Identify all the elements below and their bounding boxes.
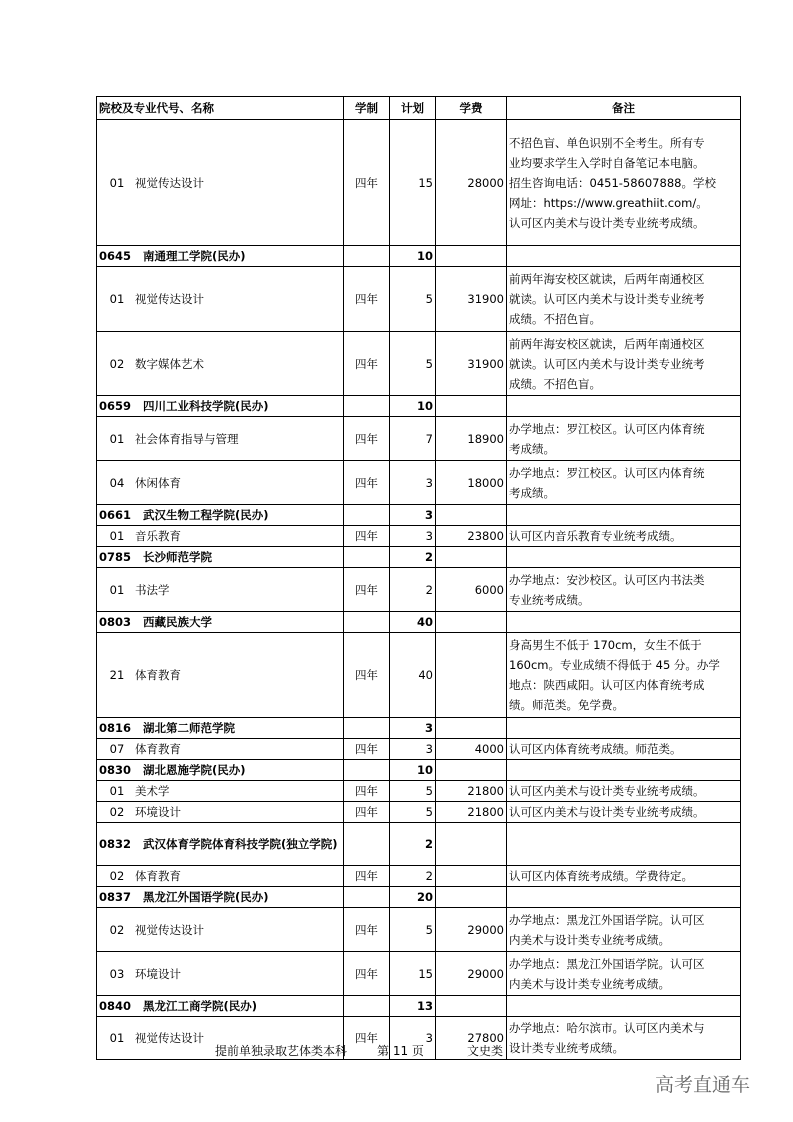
major-row [97,952,741,996]
school-duration-cell [344,718,390,739]
major-fee [436,633,507,718]
major-fee: 31900 [436,332,507,396]
school-note-cell [507,823,741,866]
major-duration: 四年 [344,267,390,332]
school-name-cell [97,996,344,1017]
major-name: 体育教育 [135,742,181,756]
school-name: 武汉体育学院体育科技学院(独立学院) [143,837,338,851]
school-fee-cell [436,396,507,417]
header-plan: 计划 [390,97,436,120]
major-plan: 3 [390,461,436,505]
major-duration: 四年 [344,952,390,996]
major-name: 体育教育 [135,869,181,883]
school-name: 湖北第二师范学院 [143,721,236,735]
school-plan-total: 10 [390,246,436,267]
school-name-cell [97,718,344,739]
school-note-cell [507,246,741,267]
major-code: 01 [109,582,125,597]
major-row [97,461,741,505]
school-name: 湖北恩施学院(民办) [143,763,246,777]
major-fee: 21800 [436,802,507,823]
watermark: 高考直通车 [655,1074,751,1096]
school-fee-cell [436,823,507,866]
school-fee-cell [436,996,507,1017]
school-plan-total: 20 [390,887,436,908]
major-duration: 四年 [344,802,390,823]
major-row [97,866,741,887]
major-name: 书法学 [135,582,170,597]
major-fee: 29000 [436,908,507,952]
school-duration-cell [344,246,390,267]
major-code: 02 [109,869,125,883]
school-note-cell [507,612,741,633]
major-fee: 18000 [436,461,507,505]
major-name-cell [97,739,344,760]
major-name: 视觉传达设计 [135,1031,204,1045]
school-duration-cell [344,760,390,781]
major-plan: 3 [390,526,436,547]
major-name-cell [97,267,344,332]
major-name: 视觉传达设计 [135,175,204,190]
header-notes: 备注 [507,97,741,120]
header-name: 院校及专业代号、名称 [97,97,344,120]
major-code: 07 [109,742,125,756]
major-fee: 6000 [436,568,507,612]
major-row [97,120,741,246]
major-name-cell [97,866,344,887]
school-duration-cell [344,887,390,908]
major-fee: 28000 [436,120,507,246]
major-note: 前两年海安校区就读，后两年南通校区 就读。认可区内美术与设计类专业统考 成绩。不招色盲。 [507,332,741,396]
school-plan-total: 13 [390,996,436,1017]
school-code: 0830 [99,763,132,777]
school-name-cell [97,760,344,781]
major-duration: 四年 [344,568,390,612]
major-note: 办学地点：黑龙江外国语学院。认可区 内美术与设计类专业统考成绩。 [507,952,741,996]
school-row [97,887,741,908]
school-row [97,505,741,526]
school-note-cell [507,996,741,1017]
school-code: 0832 [99,837,132,851]
major-name: 数字媒体艺术 [135,356,204,371]
major-row [97,908,741,952]
major-fee: 29000 [436,952,507,996]
school-name-cell [97,396,344,417]
school-row [97,760,741,781]
school-name: 长沙师范学院 [143,550,213,564]
major-name-cell [97,526,344,547]
school-duration-cell [344,396,390,417]
school-fee-cell [436,887,507,908]
major-note: 办学地点：哈尔滨市。认可区内美术与 设计类专业统考成绩。 [507,1017,741,1060]
major-code: 01 [109,1031,125,1045]
school-fee-cell [436,246,507,267]
school-name-cell [97,547,344,568]
major-duration: 四年 [344,461,390,505]
major-plan: 2 [390,568,436,612]
school-fee-cell [436,718,507,739]
school-plan-total: 3 [390,505,436,526]
major-note: 认可区内体育统考成绩。师范类。 [507,739,741,760]
school-name: 西藏民族大学 [143,615,213,629]
major-fee: 23800 [436,526,507,547]
major-note: 前两年海安校区就读，后两年南通校区 就读。认可区内美术与设计类专业统考 成绩。不招色盲。 [507,267,741,332]
major-duration: 四年 [344,739,390,760]
major-duration: 四年 [344,526,390,547]
major-code: 02 [109,356,125,371]
school-code: 0785 [99,550,132,564]
major-name-cell [97,952,344,996]
major-row [97,802,741,823]
school-name: 黑龙江外国语学院(民办) [143,890,269,904]
major-fee: 4000 [436,739,507,760]
major-duration: 四年 [344,417,390,461]
major-plan: 5 [390,802,436,823]
major-fee: 31900 [436,267,507,332]
school-plan-total: 40 [390,612,436,633]
major-plan: 5 [390,781,436,802]
school-code: 0659 [99,399,132,413]
major-row [97,568,741,612]
major-code: 01 [109,175,125,190]
major-duration: 四年 [344,908,390,952]
major-fee: 18900 [436,417,507,461]
major-note: 认可区内音乐教育专业统考成绩。 [507,526,741,547]
major-fee: 21800 [436,781,507,802]
major-plan: 7 [390,417,436,461]
school-plan-total: 3 [390,718,436,739]
school-code: 0816 [99,721,132,735]
major-duration: 四年 [344,781,390,802]
major-duration: 四年 [344,866,390,887]
major-fee [436,866,507,887]
school-name-cell [97,887,344,908]
school-plan-total: 2 [390,547,436,568]
major-code: 01 [109,784,125,798]
school-name: 武汉生物工程学院(民办) [143,508,269,522]
header-duration: 学制 [344,97,390,120]
major-plan: 3 [390,1017,436,1060]
major-row [97,332,741,396]
school-code: 0803 [99,615,132,629]
school-plan-total: 2 [390,823,436,866]
major-name: 音乐教育 [135,529,181,543]
major-plan: 5 [390,332,436,396]
major-name-cell [97,332,344,396]
footer-subject: 文史类 [467,1044,504,1058]
school-duration-cell [344,547,390,568]
major-name: 环境设计 [135,966,181,981]
major-name-cell [97,908,344,952]
major-code: 03 [109,966,125,981]
school-duration-cell [344,996,390,1017]
school-code: 0840 [99,999,132,1013]
school-plan-total: 10 [390,760,436,781]
school-code: 0837 [99,890,132,904]
school-name: 黑龙江工商学院(民办) [143,999,258,1013]
major-duration: 四年 [344,332,390,396]
major-note: 认可区内美术与设计类专业统考成绩。 [507,781,741,802]
major-name: 环境设计 [135,805,181,819]
footer-category: 提前单独录取艺体类本科 [215,1044,348,1058]
major-name-cell [97,802,344,823]
school-note-cell [507,760,741,781]
school-row [97,996,741,1017]
major-plan: 5 [390,267,436,332]
footer-page-number: 第 11 页 [377,1044,424,1058]
major-name: 社会体育指导与管理 [135,431,239,446]
school-code: 0661 [99,508,132,522]
major-code: 01 [109,431,125,446]
major-name: 休闲体育 [135,475,181,490]
school-row [97,396,741,417]
school-fee-cell [436,547,507,568]
school-name: 四川工业科技学院(民办) [143,399,269,413]
school-note-cell [507,505,741,526]
major-row [97,526,741,547]
school-fee-cell [436,612,507,633]
major-code: 01 [109,292,125,306]
header-fee: 学费 [436,97,507,120]
school-note-cell [507,718,741,739]
major-note: 办学地点：黑龙江外国语学院。认可区 内美术与设计类专业统考成绩。 [507,908,741,952]
major-name-cell [97,120,344,246]
major-duration: 四年 [344,120,390,246]
school-name-cell [97,823,344,866]
major-note: 办学地点：罗江校区。认可区内体育统 考成绩。 [507,461,741,505]
major-plan: 15 [390,120,436,246]
major-code: 02 [109,922,125,937]
school-fee-cell [436,505,507,526]
major-note: 身高男生不低于 170cm，女生不低于 160cm。专业成绩不得低于 45 分。办学 地点：陕西咸阳。认可区内体育统考成 绩。师范类。免学费。 [507,633,741,718]
major-name-cell [97,781,344,802]
school-name-cell [97,505,344,526]
major-plan: 15 [390,952,436,996]
major-name: 视觉传达设计 [135,292,204,306]
major-row [97,417,741,461]
school-row [97,246,741,267]
school-plan-total: 10 [390,396,436,417]
major-row [97,267,741,332]
admissions-table [96,96,741,1060]
school-name-cell [97,246,344,267]
major-code: 04 [109,475,125,490]
major-plan: 40 [390,633,436,718]
table-header-row [97,97,741,120]
school-duration-cell [344,823,390,866]
major-duration: 四年 [344,633,390,718]
school-row [97,547,741,568]
school-row [97,823,741,866]
major-note: 办学地点：安沙校区。认可区内书法类 专业统考成绩。 [507,568,741,612]
school-code: 0645 [99,249,132,263]
major-plan: 2 [390,866,436,887]
major-note: 不招色盲、单色识别不全考生。所有专 业均要求学生入学时自备笔记本电脑。 招生咨询电话：0451-58607888。学校 网址：https://www.greathiit.com/。 认可区内美术与设计类专业统考成绩。 [507,120,741,246]
major-row [97,633,741,718]
school-note-cell [507,887,741,908]
major-name: 视觉传达设计 [135,922,204,937]
major-name-cell [97,417,344,461]
school-duration-cell [344,505,390,526]
school-fee-cell [436,760,507,781]
school-row [97,718,741,739]
school-name: 南通理工学院(民办) [143,249,246,263]
major-name-cell [97,633,344,718]
major-code: 01 [109,529,125,543]
major-name: 体育教育 [135,668,181,682]
school-row [97,612,741,633]
major-row [97,781,741,802]
major-name-cell [97,568,344,612]
major-code: 02 [109,805,125,819]
major-name: 美术学 [135,784,170,798]
major-note: 认可区内体育统考成绩。学费待定。 [507,866,741,887]
major-row [97,739,741,760]
school-note-cell [507,547,741,568]
major-code: 21 [109,668,125,682]
major-duration: 四年 [344,1017,390,1060]
major-name-cell [97,461,344,505]
major-note: 办学地点：罗江校区。认可区内体育统 考成绩。 [507,417,741,461]
school-duration-cell [344,612,390,633]
major-note: 认可区内美术与设计类专业统考成绩。 [507,802,741,823]
major-plan: 3 [390,739,436,760]
major-fee: 27800 [436,1017,507,1060]
school-name-cell [97,612,344,633]
school-note-cell [507,396,741,417]
major-plan: 5 [390,908,436,952]
